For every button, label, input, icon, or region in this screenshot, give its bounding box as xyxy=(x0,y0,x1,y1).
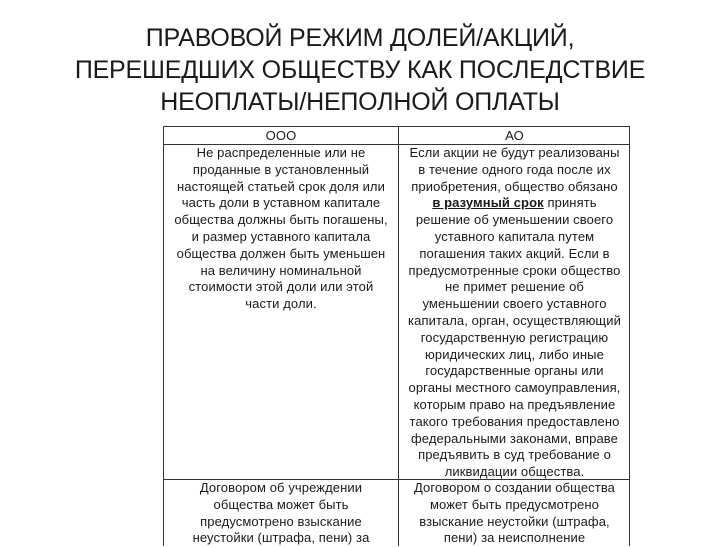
emphasized-phrase: в разумный срок xyxy=(432,195,544,211)
slide-title xyxy=(0,22,720,118)
text-line: Не распределенные или не xyxy=(196,145,366,160)
text-line: Если акции не будут реализованы xyxy=(409,145,620,160)
text-line: взыскание неустойки (штрафа, xyxy=(419,513,610,529)
title-line-2: ПЕРЕШЕДШИХ ОБЩЕСТВУ КАК ПОСЛЕДСТВИЕ xyxy=(74,56,646,84)
text-line: погашения таких акций. Если в xyxy=(419,245,610,261)
header-ooo: ООО xyxy=(265,128,297,143)
text-line: предусмотрено взыскание xyxy=(200,513,362,529)
text-line: государственную регистрацию xyxy=(420,329,609,345)
text-line: органы местного самоуправления, xyxy=(408,380,621,396)
text-line: уставного капитала путем xyxy=(434,228,595,244)
title-line-1: ПРАВОВОЙ РЕЖИМ ДОЛЕЙ/АКЦИЙ, xyxy=(145,24,575,52)
text-line: федеральными законами, вправе xyxy=(411,430,618,446)
text-line: проданные в установленный xyxy=(192,161,370,177)
text-line: части доли. xyxy=(245,296,317,312)
text-line: юридических лиц, либо иные xyxy=(425,346,604,362)
text-line: приобретения, общество обязано xyxy=(411,178,618,194)
cell-ooo-row1 xyxy=(164,145,398,313)
text-line: общества может быть xyxy=(213,496,349,512)
text-line: часть доли в уставном капитале xyxy=(181,195,381,211)
text-line: ликвидации общества. xyxy=(444,464,585,480)
text-line: предусмотренные сроки общество xyxy=(408,262,621,278)
text-line: и размер уставного капитала xyxy=(191,228,371,244)
text-fragment: принять xyxy=(543,195,597,211)
text-line: общества должны быть погашены, xyxy=(174,212,388,228)
text-line: в течение одного года после их xyxy=(418,161,611,177)
text-line: уменьшении своего уставного xyxy=(422,296,607,312)
text-line: на величину номинальной xyxy=(200,262,362,278)
text-line: Договором об учреждении xyxy=(199,480,363,495)
text-line xyxy=(399,195,630,212)
text-line: которым право на предъявление xyxy=(413,396,616,412)
text-line: общества должен быть уменьшен xyxy=(176,245,386,261)
title-line-3: НЕОПЛАТЫ/НЕПОЛНОЙ ОПЛАТЫ xyxy=(160,88,560,116)
cell-ao-row1 xyxy=(399,145,630,481)
text-line: Договором о создании общества xyxy=(413,480,616,495)
comparison-table xyxy=(163,126,630,546)
text-line: решение об уменьшении своего xyxy=(415,212,614,228)
text-line: такого требования предоставлено xyxy=(409,413,620,429)
text-line: настоящей статьей срок доля или xyxy=(177,178,385,194)
text-line: предъявить в суд требование о xyxy=(418,447,611,463)
text-line: не примет решение об xyxy=(445,279,584,295)
cell-ooo-row2 xyxy=(164,480,398,547)
cell-ao-row2 xyxy=(399,480,630,547)
text-line: государственные органы или xyxy=(425,363,604,379)
text-line: капитала, орган, осуществляющий xyxy=(408,312,621,328)
text-line: стоимости этой доли или этой xyxy=(188,279,374,295)
text-line: может быть предусмотрено xyxy=(430,496,599,512)
text-line: пени) за неисполнение xyxy=(443,530,586,546)
text-line: неустойки (штрафа, пени) за xyxy=(192,530,370,546)
header-ao: АО xyxy=(505,128,524,143)
